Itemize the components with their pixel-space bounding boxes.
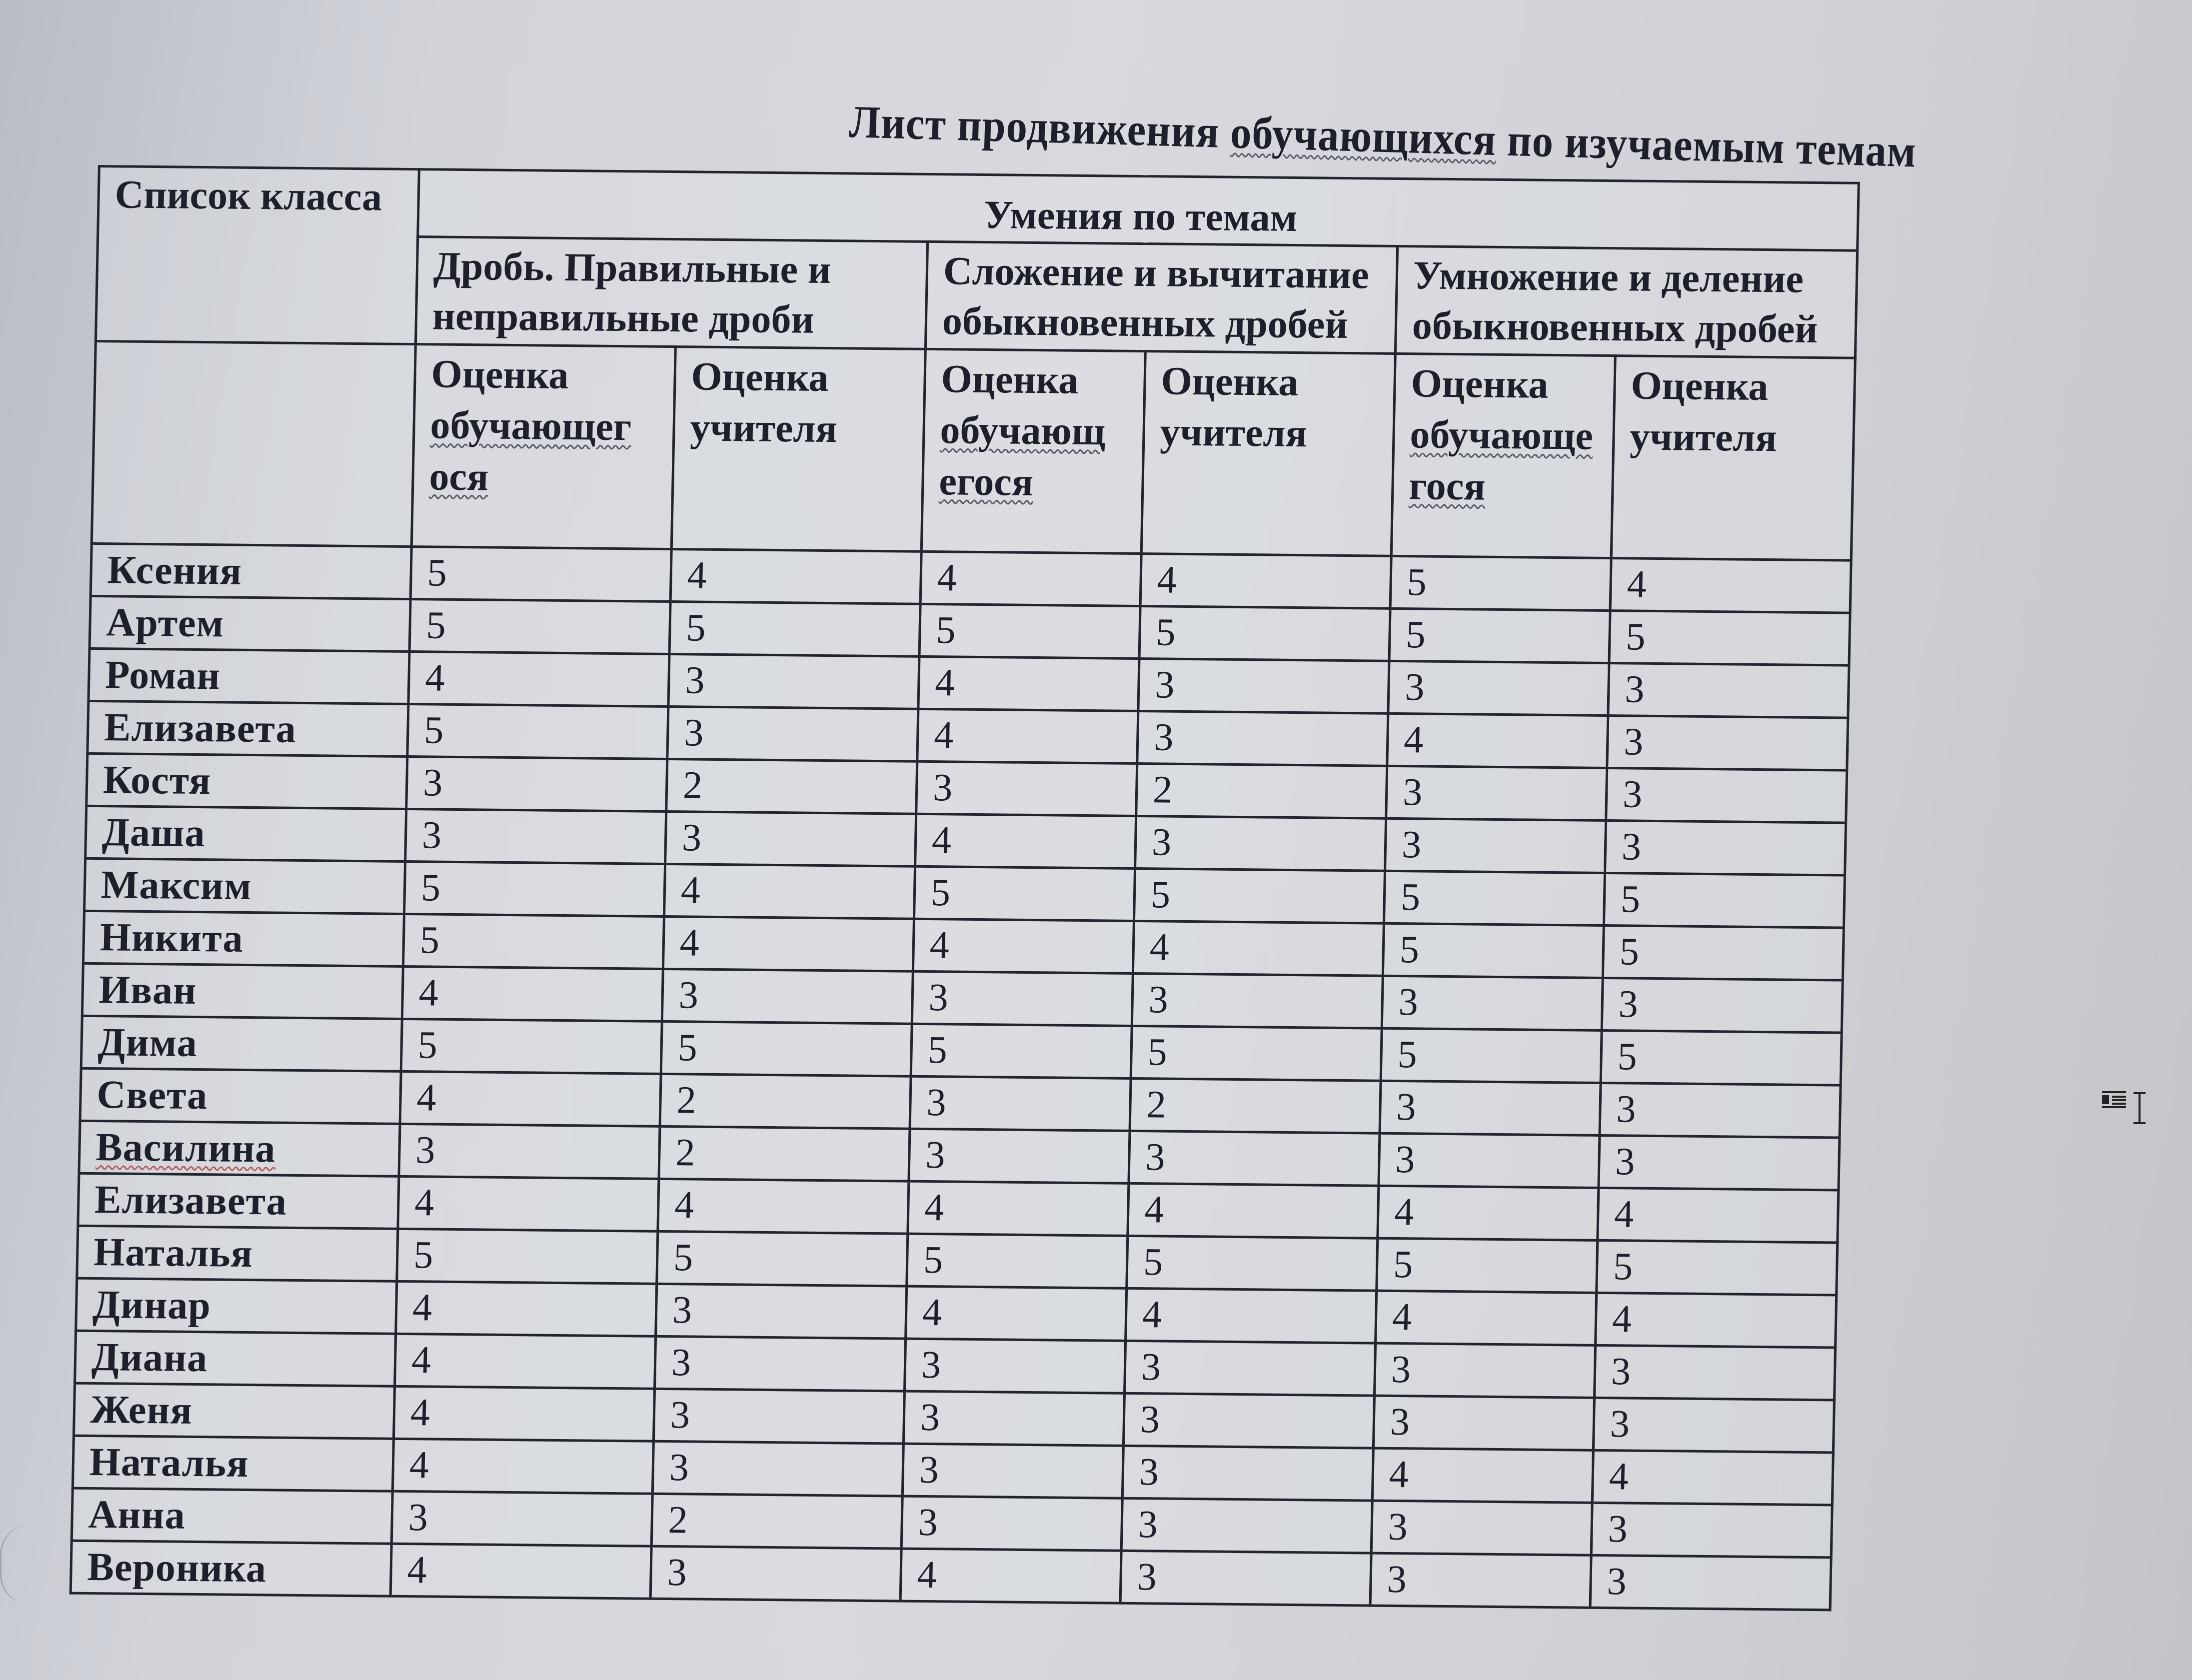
grade-cell[interactable]: 4 bbox=[1128, 1183, 1379, 1238]
grade-cell[interactable]: 4 bbox=[400, 1071, 661, 1126]
document-title bbox=[848, 95, 1917, 178]
student-name[interactable] bbox=[77, 1226, 398, 1281]
grade-cell[interactable]: 3 bbox=[1124, 1341, 1375, 1396]
grade-cell[interactable]: 3 bbox=[665, 811, 916, 866]
title-part-1: Лист продвижения bbox=[848, 95, 1231, 158]
student-name[interactable] bbox=[72, 1436, 393, 1491]
grade-cell[interactable]: 3 bbox=[1122, 1446, 1373, 1501]
grade-cell[interactable]: 3 bbox=[1600, 1083, 1841, 1138]
grade-cell[interactable]: 3 bbox=[1599, 1135, 1840, 1190]
paragraph-format-icon bbox=[2102, 1091, 2126, 1106]
grade-cell[interactable]: 2 bbox=[1136, 764, 1387, 819]
grade-cell[interactable]: 3 bbox=[405, 809, 666, 864]
grade-cell[interactable]: 4 bbox=[1133, 921, 1384, 976]
screen-edge-reflection bbox=[0, 1525, 61, 1605]
student-name[interactable] bbox=[79, 1121, 400, 1176]
grade-cell[interactable]: 5 bbox=[911, 1024, 1132, 1078]
grade-cell[interactable]: 4 bbox=[392, 1439, 653, 1494]
header-line: учителя bbox=[689, 405, 838, 451]
student-name-text: Максим bbox=[100, 863, 252, 909]
grade-cell[interactable]: 5 bbox=[657, 1231, 908, 1286]
grade-cell[interactable]: 3 bbox=[653, 1389, 904, 1444]
header-line: Оценка bbox=[430, 352, 569, 398]
grade-cell[interactable]: 4 bbox=[1140, 554, 1391, 609]
grade-cell[interactable]: 5 bbox=[407, 704, 668, 759]
grade-cell[interactable]: 3 bbox=[1374, 1343, 1595, 1398]
grade-cell[interactable]: 4 bbox=[1596, 1293, 1837, 1348]
student-name[interactable] bbox=[82, 963, 403, 1019]
topic-1-student-grade-header bbox=[411, 344, 675, 549]
grade-cell[interactable]: 3 bbox=[1606, 768, 1847, 823]
grade-cell[interactable]: 4 bbox=[900, 1549, 1121, 1603]
grade-cell[interactable]: 3 bbox=[903, 1391, 1124, 1446]
grade-cell[interactable]: 3 bbox=[1385, 818, 1606, 873]
grade-cell[interactable]: 3 bbox=[1373, 1396, 1594, 1450]
grade-cell[interactable]: 2 bbox=[1130, 1078, 1381, 1133]
grade-cell[interactable]: 4 bbox=[1387, 713, 1608, 768]
grade-cell[interactable]: 3 bbox=[656, 1284, 907, 1339]
student-name[interactable] bbox=[88, 648, 409, 704]
grade-cell[interactable]: 4 bbox=[1372, 1448, 1593, 1503]
topic-3-teacher-grade-header bbox=[1611, 356, 1855, 561]
topic-2-student-grade-header bbox=[921, 349, 1145, 553]
grade-cell[interactable]: 5 bbox=[1381, 1028, 1602, 1083]
grade-cell[interactable]: 3 bbox=[1386, 766, 1607, 820]
grade-cell[interactable]: 3 bbox=[1608, 663, 1849, 718]
grade-cell[interactable]: 3 bbox=[1382, 976, 1603, 1030]
student-name-text: Вероника bbox=[86, 1545, 267, 1591]
grade-cell[interactable]: 3 bbox=[668, 654, 919, 709]
grade-cell[interactable]: 3 bbox=[912, 971, 1133, 1026]
header-row-3 bbox=[91, 341, 1855, 560]
grade-cell[interactable]: 4 bbox=[913, 919, 1134, 973]
grade-cell[interactable]: 5 bbox=[669, 602, 920, 657]
grade-cell[interactable]: 4 bbox=[393, 1386, 654, 1441]
student-name-text: Наталья bbox=[93, 1230, 253, 1276]
student-name[interactable] bbox=[84, 858, 405, 914]
student-name-text: Елизавета bbox=[103, 705, 297, 751]
progress-table-wrapper bbox=[69, 165, 1860, 1611]
grade-cell[interactable]: 3 bbox=[910, 1076, 1131, 1131]
grade-cell[interactable]: 3 bbox=[1135, 816, 1386, 871]
grade-cell[interactable]: 5 bbox=[1601, 1030, 1842, 1085]
grade-cell[interactable]: 4 bbox=[906, 1286, 1127, 1341]
student-name[interactable] bbox=[75, 1331, 396, 1386]
student-name[interactable] bbox=[89, 596, 410, 651]
grade-cell[interactable]: 5 bbox=[919, 604, 1140, 658]
grade-cell[interactable]: 3 bbox=[1379, 1133, 1600, 1188]
header-skills-by-topic: Умения по темам bbox=[418, 169, 1859, 251]
grade-cell[interactable]: 5 bbox=[409, 599, 670, 654]
grade-cell[interactable]: 3 bbox=[1388, 661, 1609, 715]
student-name-text: Света bbox=[96, 1073, 208, 1118]
grade-cell[interactable]: 3 bbox=[652, 1441, 903, 1496]
grade-cell[interactable]: 4 bbox=[663, 916, 914, 971]
grade-cell[interactable]: 5 bbox=[907, 1234, 1128, 1288]
grade-cell[interactable]: 5 bbox=[410, 547, 671, 602]
grade-cell[interactable]: 3 bbox=[1370, 1553, 1591, 1608]
grade-cell[interactable]: 4 bbox=[1378, 1186, 1599, 1240]
grade-cell[interactable]: 3 bbox=[1590, 1555, 1831, 1610]
header-line-spellcheck: ося bbox=[428, 454, 489, 499]
grade-cell[interactable]: 5 bbox=[661, 1021, 912, 1076]
header-line-spellcheck: егося bbox=[938, 459, 1034, 504]
grade-cell[interactable]: 5 bbox=[1389, 608, 1610, 663]
grade-cell[interactable]: 3 bbox=[1138, 659, 1389, 714]
grade-cell[interactable]: 3 bbox=[905, 1339, 1126, 1393]
grade-cell[interactable]: 3 bbox=[1129, 1131, 1380, 1186]
grade-cell[interactable]: 3 bbox=[655, 1336, 906, 1391]
grade-cell[interactable]: 4 bbox=[402, 966, 663, 1021]
grade-cell[interactable]: 3 bbox=[391, 1491, 652, 1546]
grade-cell[interactable]: 4 bbox=[917, 709, 1138, 763]
header-line: Оценка bbox=[1410, 361, 1549, 407]
grade-cell[interactable]: 3 bbox=[1605, 821, 1846, 876]
grade-cell[interactable]: 3 bbox=[901, 1496, 1122, 1551]
grade-cell[interactable]: 4 bbox=[915, 814, 1136, 868]
grade-cell[interactable]: 5 bbox=[1604, 873, 1845, 928]
grade-cell[interactable]: 3 bbox=[1137, 711, 1388, 766]
topic-2-teacher-grade-header bbox=[1141, 351, 1395, 556]
grade-cell[interactable]: 2 bbox=[651, 1494, 902, 1549]
grade-cell[interactable]: 4 bbox=[408, 652, 669, 707]
grade-cell[interactable]: 3 bbox=[667, 707, 918, 762]
header-line: Оценка bbox=[1630, 363, 1769, 409]
student-name-text: Ксения bbox=[106, 548, 243, 593]
student-name[interactable] bbox=[81, 1016, 402, 1071]
grade-cell[interactable]: 3 bbox=[1380, 1081, 1601, 1135]
grade-cell[interactable]: 3 bbox=[650, 1546, 901, 1601]
header-line-spellcheck: обучающ bbox=[939, 408, 1106, 454]
grade-cell[interactable]: 5 bbox=[1131, 1026, 1382, 1081]
student-name[interactable] bbox=[70, 1541, 391, 1596]
student-name-text: Даша bbox=[101, 810, 206, 856]
student-name-text: Артем bbox=[105, 600, 225, 646]
grade-cell[interactable]: 4 bbox=[390, 1544, 651, 1599]
grade-cell[interactable]: 5 bbox=[1139, 606, 1390, 661]
student-name-text: Женя bbox=[90, 1387, 193, 1433]
grade-cell[interactable]: 4 bbox=[920, 551, 1141, 606]
grade-cell[interactable]: 4 bbox=[908, 1181, 1129, 1236]
grade-cell[interactable]: 3 bbox=[1132, 973, 1383, 1028]
grade-cell[interactable]: 5 bbox=[1134, 868, 1385, 923]
student-name[interactable] bbox=[78, 1173, 399, 1229]
header-line-spellcheck: обучающе bbox=[1409, 412, 1594, 459]
grade-cell[interactable]: 4 bbox=[664, 864, 915, 919]
student-name[interactable] bbox=[87, 701, 408, 756]
student-name-text: Никита bbox=[99, 915, 244, 961]
grade-cell[interactable]: 3 bbox=[406, 756, 667, 811]
header-line: учителя bbox=[1629, 414, 1778, 460]
grade-cell[interactable]: 2 bbox=[659, 1126, 910, 1181]
grade-cell[interactable]: 4 bbox=[658, 1179, 909, 1234]
header-line-spellcheck: гося bbox=[1408, 463, 1486, 509]
grade-cell[interactable]: 3 bbox=[1594, 1345, 1835, 1400]
grade-cell[interactable]: 5 bbox=[1383, 923, 1604, 978]
student-name-text: Роман bbox=[104, 653, 221, 698]
grade-cell[interactable]: 5 bbox=[397, 1229, 658, 1284]
grade-cell[interactable]: 5 bbox=[403, 914, 664, 969]
header-line-spellcheck: обучающег bbox=[429, 403, 632, 449]
student-name-text: Диана bbox=[91, 1335, 208, 1381]
grade-cell[interactable]: 5 bbox=[1603, 925, 1844, 980]
grade-cell[interactable]: 3 bbox=[662, 969, 913, 1024]
header-line: Оценка bbox=[690, 354, 829, 400]
grade-cell[interactable]: 5 bbox=[404, 861, 665, 916]
grade-cell[interactable]: 4 bbox=[1592, 1450, 1833, 1505]
topic-1-teacher-grade-header bbox=[671, 347, 925, 552]
grade-cell[interactable]: 4 bbox=[398, 1176, 659, 1231]
student-name[interactable] bbox=[76, 1278, 397, 1334]
student-name-text: Наталья bbox=[89, 1440, 249, 1486]
grade-cell[interactable]: 4 bbox=[670, 549, 921, 604]
student-name[interactable] bbox=[90, 543, 411, 599]
text-ibeam-cursor-icon bbox=[2133, 1092, 2147, 1124]
grade-cell[interactable]: 3 bbox=[1123, 1393, 1374, 1448]
student-name-text: Елизавета bbox=[94, 1178, 287, 1224]
grade-cell[interactable]: 3 bbox=[1593, 1398, 1834, 1453]
grade-cell[interactable]: 3 bbox=[399, 1124, 660, 1179]
student-name[interactable] bbox=[83, 911, 404, 966]
header-empty-name-cell bbox=[91, 341, 415, 546]
grade-cell[interactable]: 5 bbox=[1384, 871, 1605, 925]
student-name-text: Василина bbox=[95, 1125, 276, 1171]
grade-cell[interactable]: 5 bbox=[1390, 556, 1611, 610]
student-name[interactable] bbox=[80, 1068, 401, 1124]
grade-cell[interactable]: 3 bbox=[916, 761, 1137, 816]
grade-cell[interactable]: 5 bbox=[1609, 611, 1850, 666]
header-class-list: Список класса bbox=[95, 166, 419, 344]
student-name-text: Дима bbox=[97, 1020, 198, 1065]
grade-cell[interactable]: 3 bbox=[909, 1129, 1130, 1183]
grade-cell[interactable]: 3 bbox=[1371, 1501, 1592, 1555]
grade-cell[interactable]: 3 bbox=[1607, 716, 1848, 771]
grade-cell[interactable]: 4 bbox=[396, 1281, 657, 1336]
grade-cell[interactable]: 3 bbox=[1602, 978, 1843, 1033]
grade-cell[interactable]: 3 bbox=[1120, 1551, 1371, 1606]
student-name-text: Динар bbox=[92, 1283, 211, 1328]
header-line: Оценка bbox=[1160, 359, 1299, 405]
topic-3-title: Умножение и деление обыкновенных дробей bbox=[1395, 246, 1857, 358]
grade-cell[interactable]: 5 bbox=[914, 866, 1135, 921]
student-name[interactable] bbox=[85, 806, 406, 861]
student-rows bbox=[70, 543, 1851, 1610]
grade-cell[interactable]: 4 bbox=[1376, 1291, 1597, 1345]
topic-1-title: Дробь. Правильные и неправильные дроби bbox=[415, 237, 927, 349]
grade-cell[interactable]: 3 bbox=[902, 1444, 1123, 1498]
student-name-text: Костя bbox=[102, 758, 212, 803]
header-row-1 bbox=[98, 166, 1859, 251]
grade-cell[interactable]: 2 bbox=[666, 759, 917, 814]
header-line: учителя bbox=[1159, 410, 1308, 456]
grade-cell[interactable]: 3 bbox=[1121, 1498, 1372, 1553]
grade-cell[interactable]: 2 bbox=[660, 1074, 911, 1129]
student-name[interactable] bbox=[71, 1488, 392, 1544]
grade-cell[interactable]: 4 bbox=[1610, 558, 1851, 613]
student-name-text: Анна bbox=[87, 1492, 186, 1538]
grade-cell[interactable]: 5 bbox=[1127, 1236, 1378, 1291]
student-name[interactable] bbox=[73, 1383, 394, 1439]
title-part-3: по изучаемым темам bbox=[1495, 114, 1917, 177]
topic-3-student-grade-header bbox=[1391, 353, 1615, 558]
student-name-text: Иван bbox=[98, 968, 197, 1013]
title-part-2-spellcheck: обучающихся bbox=[1229, 106, 1497, 165]
grade-cell[interactable]: 4 bbox=[1126, 1288, 1377, 1343]
header-line: Оценка bbox=[940, 357, 1079, 402]
grade-cell[interactable]: 5 bbox=[1377, 1238, 1598, 1293]
grade-cell[interactable]: 3 bbox=[1591, 1503, 1832, 1558]
grade-cell[interactable]: 4 bbox=[918, 656, 1139, 711]
topic-2-title: Сложение и вычитание обыкновенных дробей bbox=[925, 241, 1397, 353]
grade-cell[interactable]: 5 bbox=[401, 1019, 662, 1074]
student-name[interactable] bbox=[86, 753, 407, 809]
progress-table bbox=[69, 165, 1860, 1611]
grade-cell[interactable]: 4 bbox=[1598, 1188, 1839, 1243]
grade-cell[interactable]: 5 bbox=[1597, 1240, 1838, 1295]
grade-cell[interactable]: 4 bbox=[395, 1334, 656, 1389]
